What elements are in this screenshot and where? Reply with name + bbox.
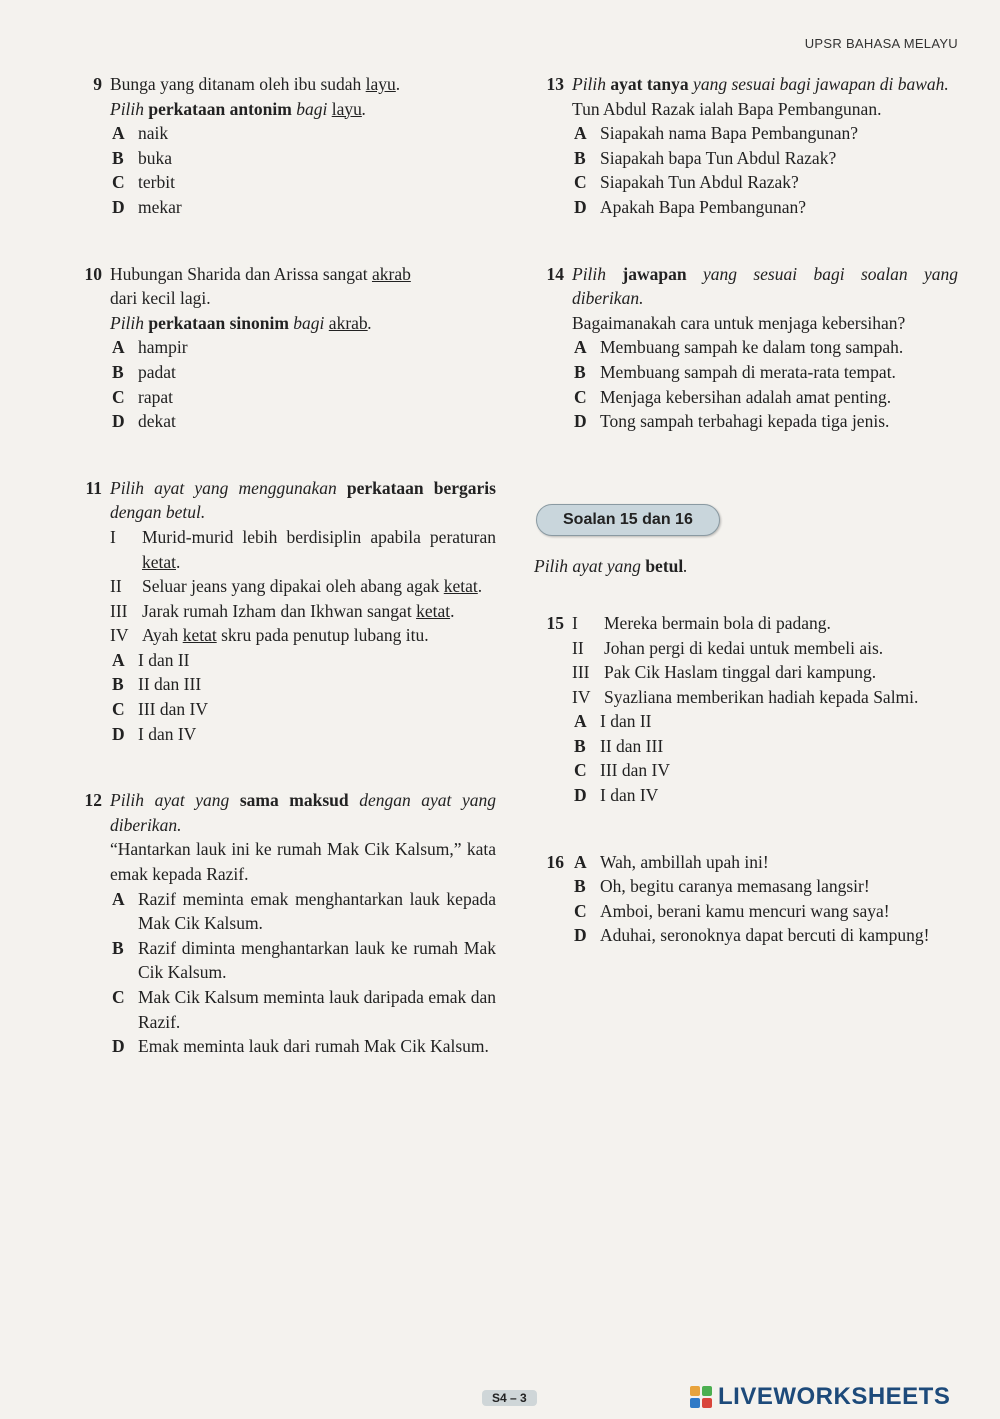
option-a[interactable]: A Membuang sampah ke dalam tong sampah. [574, 337, 904, 358]
option-d[interactable]: D Apakah Bapa Pembangunan? [574, 196, 807, 217]
liveworksheets-icon [690, 1386, 712, 1408]
statement-iv: IV Ayah ketat skru pada penutup lubang itu. [110, 625, 429, 646]
question-11 [72, 476, 496, 747]
question-number: 16 [546, 851, 564, 872]
question-number: 11 [85, 477, 102, 498]
option-a[interactable]: A hampir [112, 337, 188, 358]
option-b[interactable]: B Membuang sampah di merata-rata tempat. [574, 361, 896, 382]
question-number: 9 [93, 74, 102, 94]
statement-i: I Murid-murid lebih berdisiplin apabila peraturan ketat. [110, 526, 496, 572]
option-d[interactable]: D Emak meminta lauk dari rumah Mak Cik Kalsum. [112, 1036, 489, 1057]
page-number: S4 – 3 [482, 1390, 537, 1406]
page-header: UPSR BAHASA MELAYU [804, 36, 958, 51]
option-a[interactable]: A I dan II [574, 711, 652, 732]
question-13 [534, 72, 958, 220]
given-answer: Tun Abdul Razak ialah Bapa Pembangunan. [572, 98, 882, 119]
statement-iii: III Jarak rumah Izham dan Ikhwan sangat ketat. [110, 600, 455, 621]
option-c[interactable]: C terbit [112, 172, 175, 193]
question-14 [534, 262, 958, 434]
option-c[interactable]: C rapat [112, 386, 173, 407]
option-d[interactable]: D Aduhai, seronoknya dapat bercuti di kampung! [574, 925, 930, 946]
statement-iv: IV Syazliana memberikan hadiah kepada Salmi. [572, 686, 919, 707]
option-c[interactable]: C III dan IV [574, 760, 670, 781]
question-instruction: Pilih jawapan yang sesuai bagi soalan yang diberikan. [572, 263, 958, 309]
given-quote: “Hantarkan lauk ini ke rumah Mak Cik Kalsum,” kata emak kepada Razif. [110, 839, 496, 885]
option-a[interactable]: A I dan II [112, 649, 190, 670]
option-b[interactable]: B II dan III [574, 735, 664, 756]
question-number: 15 [546, 612, 564, 633]
question-9 [72, 72, 496, 220]
question-15 [534, 611, 958, 808]
section-header [534, 504, 958, 537]
question-stem: Bunga yang ditanam oleh ibu sudah layu. [110, 74, 401, 94]
statement-iii: III Pak Cik Haslam tinggal dari kampung. [572, 662, 877, 683]
question-number: 10 [84, 263, 102, 284]
option-c[interactable]: C Mak Cik Kalsum meminta lauk daripada emak dan Razif. [112, 987, 496, 1032]
option-a[interactable]: A Wah, ambillah upah ini! [574, 851, 769, 872]
option-d[interactable]: D dekat [112, 411, 176, 432]
question-10 [72, 262, 496, 434]
question-instruction: Pilih ayat yang sama maksud dengan ayat yang diberikan. [110, 790, 496, 835]
option-c[interactable]: C Siapakah Tun Abdul Razak? [574, 172, 799, 193]
option-d[interactable]: D mekar [112, 196, 182, 217]
question-16 [534, 850, 958, 948]
question-number: 14 [546, 263, 564, 284]
option-b[interactable]: B padat [112, 361, 176, 382]
question-instruction: Pilih ayat yang menggunakan perkataan bergaris dengan betul. [110, 477, 496, 523]
option-a[interactable]: A Siapakah nama Bapa Pembangunan? [574, 123, 859, 144]
option-d[interactable]: D Tong sampah terbahagi kepada tiga jenis. [574, 411, 890, 432]
question-12 [72, 788, 496, 1059]
question-stem: Hubungan Sharida dan Arissa sangat akrab dari kecil lagi. [110, 263, 411, 309]
option-d[interactable]: D I dan IV [574, 785, 659, 806]
given-question: Bagaimanakah cara untuk menjaga kebersihan? [572, 312, 906, 333]
question-instruction: Pilih perkataan sinonim bagi akrab. [110, 312, 373, 333]
statement-i: I Mereka bermain bola di padang. [572, 612, 831, 633]
left-column [72, 72, 496, 1059]
option-b[interactable]: B Oh, begitu caranya memasang langsir! [574, 876, 870, 897]
option-c[interactable]: C Amboi, berani kamu mencuri wang saya! [574, 900, 890, 921]
option-b[interactable]: B II dan III [112, 674, 202, 695]
question-instruction: Pilih perkataan antonim bagi layu. [110, 98, 367, 119]
question-number: 13 [546, 74, 564, 94]
question-number: 12 [84, 790, 102, 811]
option-a[interactable]: A Razif meminta emak menghantarkan lauk kepada Mak Cik Kalsum. [112, 888, 496, 934]
brand-name: LIVEWORKSHEETS [718, 1383, 951, 1410]
section-title-pill: Soalan 15 dan 16 [536, 504, 720, 537]
section-instruction: Pilih ayat yang betul. [534, 556, 688, 577]
option-c[interactable]: C Menjaga kebersihan adalah amat penting. [574, 386, 892, 407]
statement-ii: II Seluar jeans yang dipakai oleh abang agak ketat. [110, 576, 483, 597]
option-a[interactable]: A naik [112, 123, 169, 144]
liveworksheets-logo[interactable] [690, 1383, 950, 1411]
question-instruction: Pilih ayat tanya yang sesuai bagi jawapan di bawah. [572, 74, 949, 94]
right-column [534, 72, 958, 948]
statement-ii: II Johan pergi di kedai untuk membeli ais. [572, 637, 884, 658]
option-b[interactable]: B Razif diminta menghantarkan lauk ke rumah Mak Cik Kalsum. [112, 937, 496, 983]
option-d[interactable]: D I dan IV [112, 723, 197, 744]
option-b[interactable]: B buka [112, 147, 173, 168]
option-c[interactable]: C III dan IV [112, 699, 208, 720]
option-b[interactable]: B Siapakah bapa Tun Abdul Razak? [574, 147, 837, 168]
